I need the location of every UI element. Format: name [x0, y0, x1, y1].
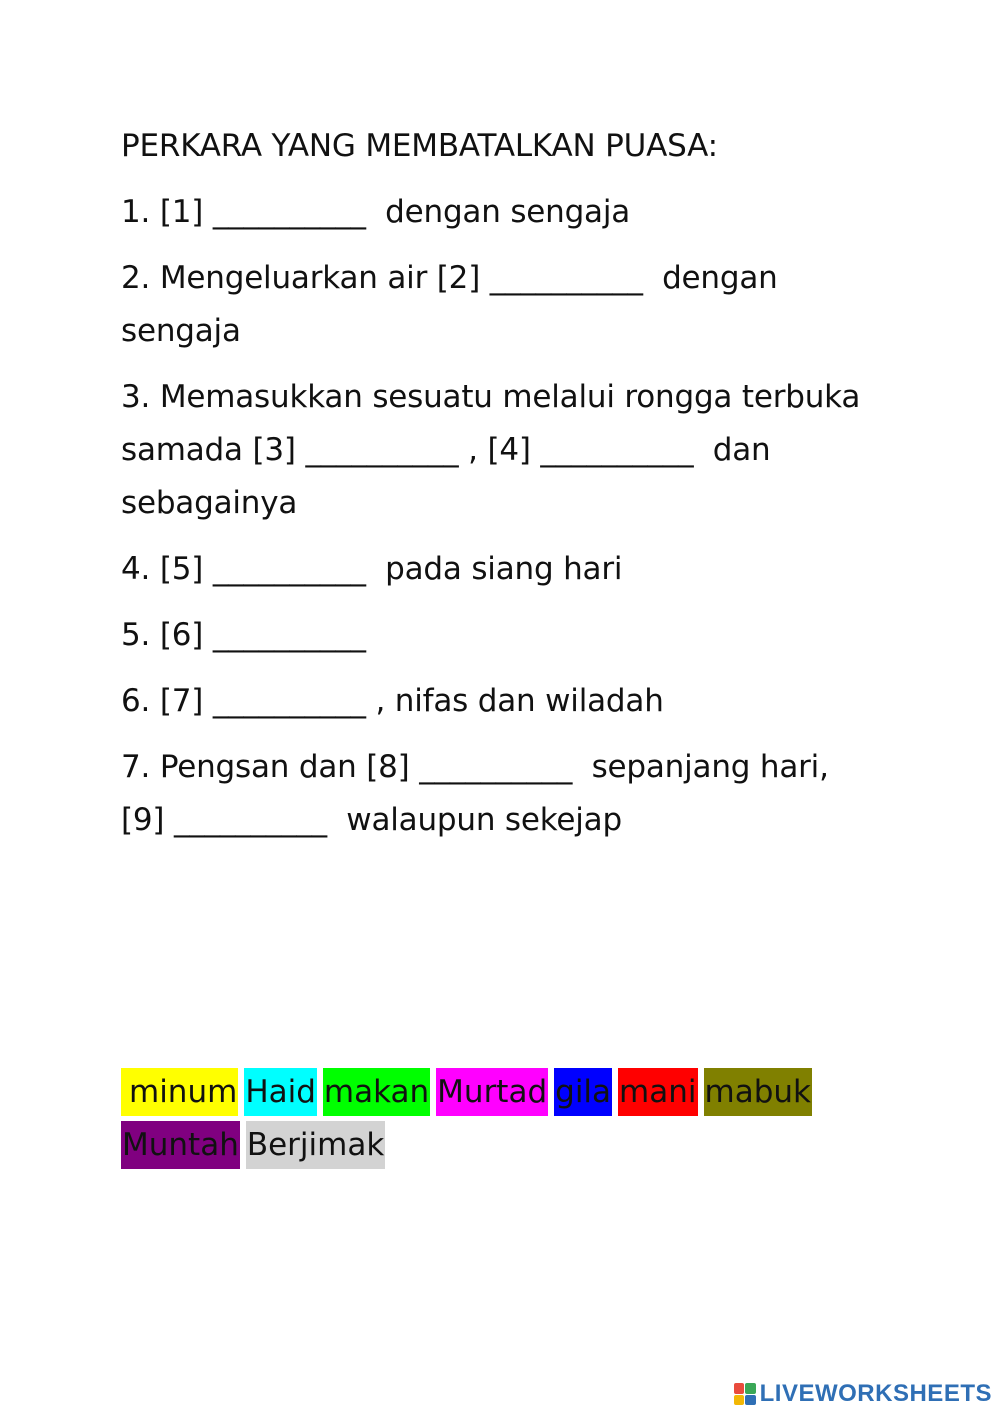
item-number: 2. [121, 260, 151, 296]
word-chip-haid[interactable]: Haid [244, 1068, 317, 1116]
item-text: , [468, 432, 478, 468]
answer-blank-2[interactable]: __________ [489, 260, 643, 296]
word-chip-makan[interactable]: makan [323, 1068, 430, 1116]
blank-label-1: [1] [159, 194, 204, 230]
answer-blank-9[interactable]: __________ [173, 802, 327, 838]
brand-text: LIVEWORKSHEETS [759, 1380, 992, 1407]
worksheet-title: PERKARA YANG MEMBATALKAN PUASA: [121, 128, 718, 164]
answer-blank-7[interactable]: __________ [212, 683, 366, 719]
item-7 [121, 741, 881, 847]
item-5 [121, 609, 881, 662]
item-number: 3. [121, 379, 151, 415]
item-3 [121, 371, 881, 530]
answer-blank-5[interactable]: __________ [212, 551, 366, 587]
blank-label-7: [7] [159, 683, 204, 719]
word-chip-mabuk[interactable]: mabuk [704, 1068, 812, 1116]
word-chip-berjimak[interactable]: Berjimak [246, 1121, 385, 1169]
item-number: 4. [121, 551, 151, 587]
logo-square [745, 1395, 756, 1406]
word-bank [121, 1068, 881, 1174]
word-chip-minum[interactable]: minum [121, 1068, 238, 1116]
item-text: dengan sengaja [121, 260, 778, 349]
word-chip-gila[interactable]: gila [554, 1068, 612, 1116]
logo-square [734, 1383, 745, 1394]
item-text: sepanjang hari, [591, 749, 829, 785]
item-text: walaupun sekejap [346, 802, 622, 838]
item-text: , nifas dan wiladah [375, 683, 664, 719]
word-chip-muntah[interactable]: Muntah [121, 1121, 240, 1169]
item-text: Mengeluarkan air [159, 260, 428, 296]
answer-blank-3[interactable]: __________ [305, 432, 459, 468]
item-text: pada siang hari [385, 551, 623, 587]
logo-square [734, 1395, 745, 1406]
item-4 [121, 543, 881, 596]
item-2 [121, 252, 881, 358]
blank-label-4: [4] [487, 432, 531, 468]
blank-label-9: [9] [121, 802, 165, 838]
item-text: dan sebagainya [121, 432, 771, 521]
logo-square [745, 1383, 756, 1394]
item-6 [121, 675, 881, 728]
item-number: 7. [121, 749, 151, 785]
blank-label-5: [5] [159, 551, 204, 587]
blank-label-8: [8] [366, 749, 410, 785]
answer-blank-6[interactable]: __________ [212, 617, 366, 653]
blank-label-2: [2] [436, 260, 481, 296]
item-number: 5. [121, 617, 151, 653]
blank-label-3: [3] [252, 432, 296, 468]
item-number: 6. [121, 683, 151, 719]
item-text: Pengsan dan [159, 749, 357, 785]
liveworksheets-logo [734, 1381, 992, 1407]
liveworksheets-logo-icon [734, 1383, 756, 1405]
answer-blank-4[interactable]: __________ [540, 432, 694, 468]
word-chip-mani[interactable]: mani [618, 1068, 697, 1116]
item-1 [121, 186, 881, 239]
item-text: dengan sengaja [385, 194, 631, 230]
item-text: Memasukkan sesuatu melalui rongga terbuka samada [121, 379, 861, 468]
word-chip-murtad[interactable]: Murtad [436, 1068, 548, 1116]
answer-blank-8[interactable]: __________ [419, 749, 573, 785]
answer-blank-1[interactable]: __________ [212, 194, 366, 230]
item-number: 1. [121, 194, 151, 230]
worksheet [121, 120, 881, 860]
blank-label-6: [6] [159, 617, 204, 653]
